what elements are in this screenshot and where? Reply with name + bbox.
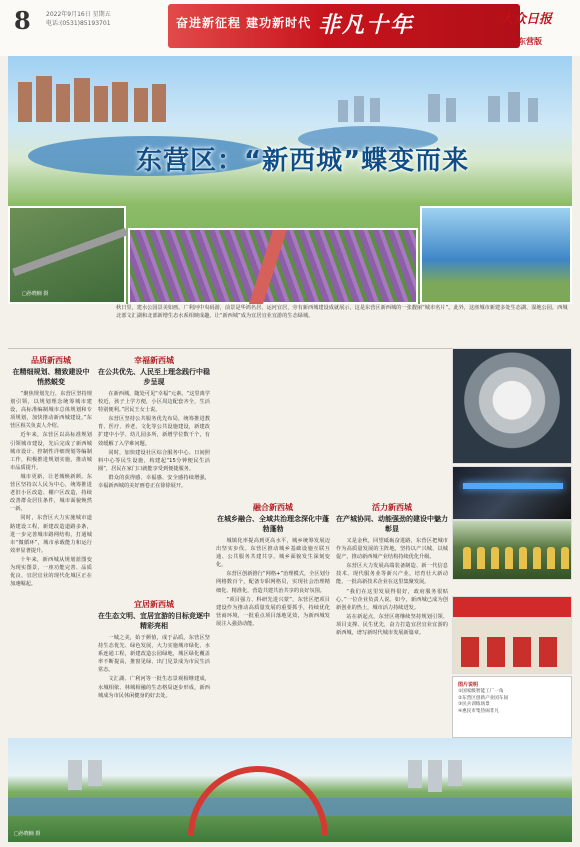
paragraph: “我们在这里发展得很好，政府服务很贴心。”一位企业负责人说。如今，新西城已成为创新创业的热土，城市活力持续迸发。 [336,588,448,611]
issue-date: 2022年9月16日 星期五 [46,11,111,18]
paragraph: 在新西城，随处可见“幸福”元素。“这里离学校近，孩子上学方便，小区周边配套齐全，生活特别便利。”居民王女士说。 [98,391,210,414]
photo-legend-box [452,676,572,738]
paragraph: 城镇化率提高到更高水平，城乡统筹发展迈出坚实步伐。东营区推动城乡基础设施互联互通、公共服务共建共享，城乡面貌发生深刻变化。 [216,538,330,569]
photo-credit: □孙晓楠 摄 [14,831,41,837]
article-quality [10,352,92,736]
date-line [46,10,111,28]
page-header [0,0,580,56]
paragraph: 站在新起点，东营区将继续坚持规划引领、项目支撑、民生优先，奋力打造宜居宜业宜游的新西城，谱写新时代城市发展新篇章。 [336,613,448,637]
photo-market [452,596,572,674]
section-banner [168,4,520,48]
hero-title: 东营区：“新西城”蝶变而来 [136,146,470,176]
newspaper-logo: 大众日报 [500,12,553,27]
paragraph: 同时，东营区大力实施城市道路建设工程，新建改造道路多条，进一步完善城市路网结构，打通城市“微循环”，城市承载能力和运行效率显著提升。 [10,515,92,554]
photo-technology [452,466,572,520]
banner-slogan: 奋进新征程 建功新时代 [176,16,312,30]
paragraph: 又是金秋，回望砥砺奋进路，东营区把城市作为高质量发展的主阵地，坚持以产兴城、以城促产，推动新西城产业结构持续优化升级。 [336,538,448,561]
hero-photo-collage [8,56,572,304]
page-number: 8 [14,6,31,35]
paragraph: 东营区创新推行“网格+”治理模式，全区划分网格数百个，配备专职网格员，实现社会治理精细化、精准化，营造共建共治共享的良好氛围。 [216,571,330,594]
paragraph: 群众的获得感、幸福感、安全感持续增强，幸福新西城的美好画卷正在徐徐展开。 [98,474,210,490]
article-headline: 活力新西城 [372,503,412,512]
inset-photo-river [420,206,572,304]
article-headline: 融合新西城 [253,503,293,512]
legend-item: ①国家级智能工厂一角 [458,689,504,694]
bottom-photo-park-bridge [8,738,572,842]
phone-number: 电话:(0531)85193701 [46,20,111,27]
article-livable [98,596,210,736]
photo-militia-training [452,520,572,580]
article-integration [216,352,330,736]
paragraph: 东营区大力发展高端装备制造、新一代信息技术、现代服务业等新兴产业，培育壮大新动能，一批高新技术企业在这里集聚发展。 [336,563,448,586]
paragraph: “项目强力、科研先进兴蒙”，东营区把项目建设作为推动高质量发展的重要抓手，持续优化营商环境，一批重点项目落地见效，为新西城发展注入强劲动能。 [216,596,330,627]
paragraph: 东营区坚持公共服务优先布局，统筹推进教育、医疗、养老、文化等公共设施建设，新建改扩建中小学、幼儿园多所，新增学位数千个，有效缓解了入学难问题。 [98,416,210,447]
legend-item: ④惠民市集热闹非凡 [458,709,499,715]
hero-caption: 秋日里，建水公园景美如画。广利河中央码游，前景是华鸿名居、运河宜居，旁有新西城建设成就展示，这是东营区新西城的一张靓丽“城市名片”。此外，这座城市新建多处生态湖、湿地公园，西城北部文汇湖和北部新增生态水系相映成趣，让“新西城”成为宜居宜业宜游的生态绿城。 [116,305,568,320]
paragraph: 城市更新，让老城焕新颜。东营区坚持以人民为中心，统筹推进老旧小区改造、棚户区改造，持续改善群众居住条件，城市面貌焕然一新。 [10,473,92,513]
legend-item: ②东营区创新产业园车间 [458,695,509,701]
article-happiness [98,352,210,592]
paragraph: “聚焦规划先行，东营区坚持规划引领，以规划理念统筹城市建设，高标准编制城市总体规划和专项规划，加快推动新西城建设。”东营区相关负责人介绍。 [10,391,92,430]
article-subhead: 在公共优先、人民至上理念践行中稳步呈现 [98,368,210,386]
paragraph: 同时，加快建设社区综合服务中心、日间照料中心等民生设施，构建起“15分钟便民生活圈”，居民在家门口就能享受到便捷服务。 [98,449,210,472]
photo-credit: □孙晓楠 摄 [22,291,49,297]
banner-title: 非凡十年 [318,12,415,38]
inset-photo-flower-field [128,228,418,304]
legend-title: 图片说明 [458,682,479,688]
paragraph: 一城之美，始于颜值，成于品质。东营区坚持生态优先、绿色发展，大力实施城市绿化、水系连通工程，新建改造公园绿地，城区绿化覆盖率不断提高，推窗见绿、出门见景成为市民生活常态。 [98,635,210,674]
article-subhead: 在精细规划、精致建设中悄然蜕变 [12,368,90,386]
article-headline: 幸福新西城 [134,356,174,365]
article-subhead: 在城乡融合、全域共治理念深化中蓬勃蓬勃 [217,515,329,533]
photo-machinery [452,348,572,464]
article-headline: 宜居新西城 [134,600,174,609]
article-subhead: 在产城协同、动能强劲的建设中魅力彰显 [336,515,448,533]
article-subhead: 在生态文明、宜居宜游的目标竞逐中精彩亮相 [98,612,210,630]
article-vitality [336,352,448,736]
paragraph: 近年来，东营区以高标准规划引领城市建设，先后完成了新西城城市设计、控制性详细规划等编制工作，积极推进规划实施，推动城市品质提升。 [10,432,92,471]
article-headline: 品质新西城 [31,356,71,365]
edition-label: 东营版 [518,37,542,46]
paragraph: 文汇湖、广利河等一批生态景观相继建成，水城相依、林城相融的生态格局逐步形成，新西城成为市民休闲健身的好去处。 [98,676,210,699]
paragraph: 十年来，新西城从规划蓝图变为现实图景，一座功能完善、品质优良、宜居宜业的现代化城区正在加速崛起。 [10,556,92,588]
legend-item: ③民兵训练场景 [458,702,490,708]
red-arch-bridge [188,766,328,836]
